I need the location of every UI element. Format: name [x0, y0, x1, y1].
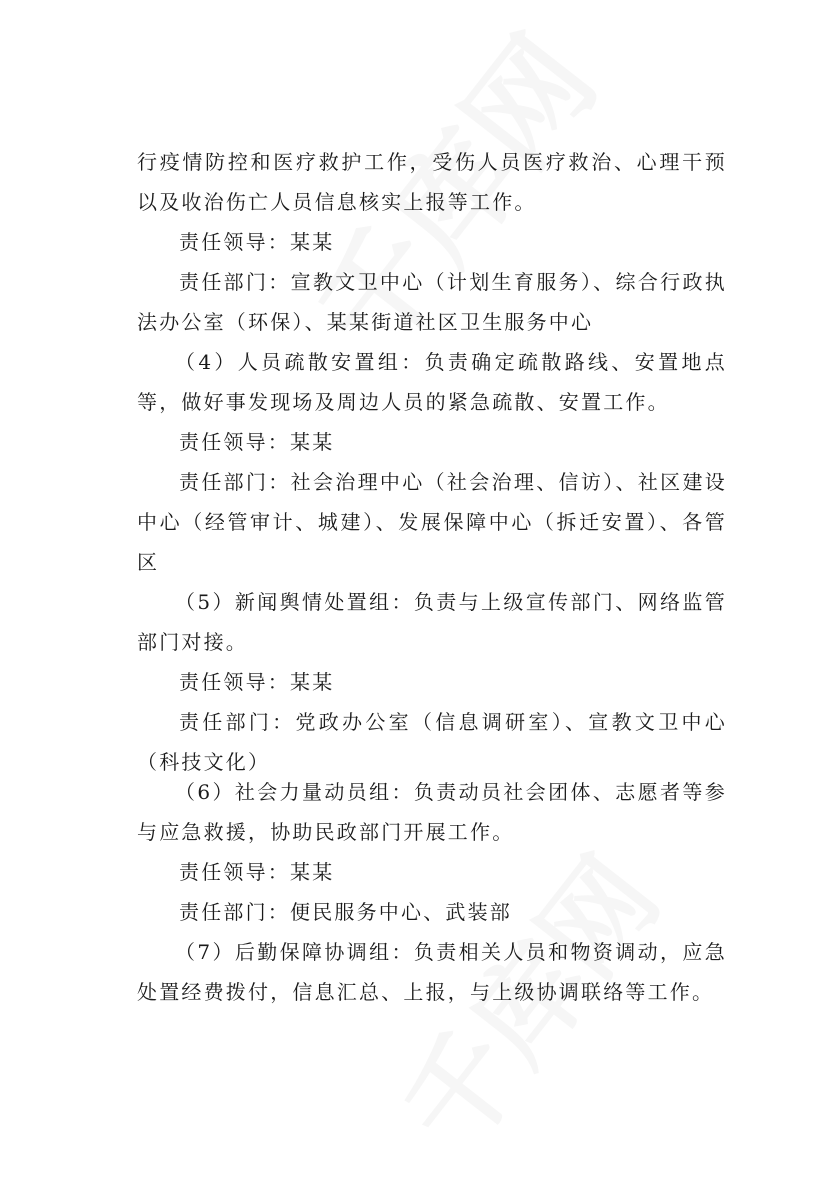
responsible-departments: 责任部门：宣教文卫中心（计划生育服务）、综合行政执法办公室（环保）、某某街道社区卫生服务中心	[137, 270, 727, 334]
responsible-leader: 责任领导：某某	[179, 230, 335, 254]
responsible-departments: 责任部门：社会治理中心（社会治理、信访）、社区建设中心（经管审计、城建）、发展保障中心（拆迁安置）、各管区	[137, 470, 727, 574]
paragraph-continuation: 行疫情防控和医疗救护工作，受伤人员医疗救治、心理干预以及收治伤亡人员信息核实上报等工作。	[137, 150, 727, 214]
group-item-7: （7）后勤保障协调组：负责相关人员和物资调动，应急处置经费拨付，信息汇总、上报，与上级协调联络等工作。	[137, 940, 727, 1004]
group-item-6: （6）社会力量动员组：负责动员社会团体、志愿者等参与应急救援，协助民政部门开展工作。	[137, 780, 727, 844]
responsible-leader: 责任领导：某某	[179, 670, 335, 694]
responsible-departments: 责任部门：便民服务中心、武装部	[179, 900, 512, 924]
responsible-leader: 责任领导：某某	[179, 430, 335, 454]
responsible-departments: 责任部门：党政办公室（信息调研室）、宣教文卫中心（科技文化）	[137, 710, 727, 774]
group-item-5: （5）新闻舆情处置组：负责与上级宣传部门、网络监管部门对接。	[137, 590, 727, 654]
group-item-4: （4）人员疏散安置组：负责确定疏散路线、安置地点等，做好事发现场及周边人员的紧急疏散、安置工作。	[137, 350, 727, 414]
responsible-leader: 责任领导：某某	[179, 860, 335, 884]
